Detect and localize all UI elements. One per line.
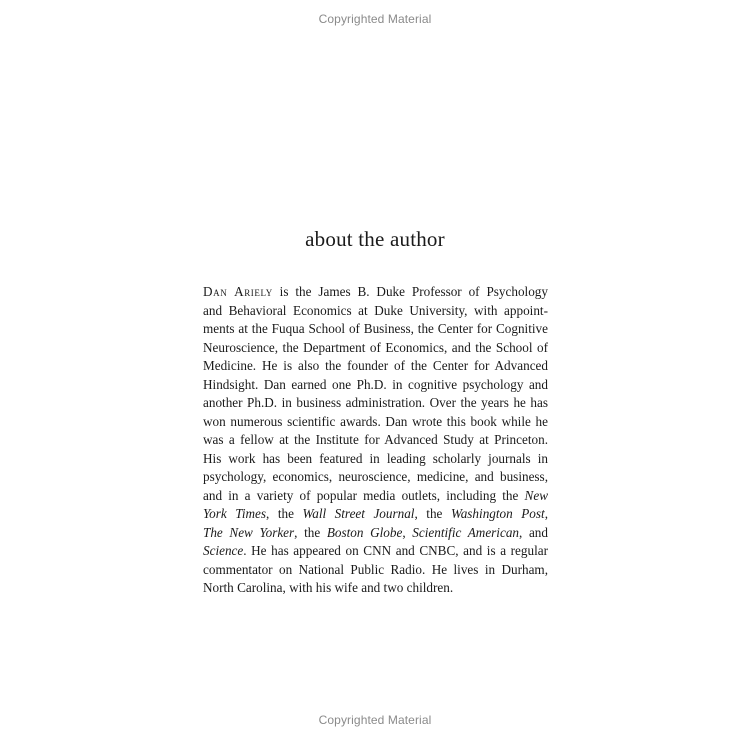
publication-title: The New Yorker [203,524,295,540]
bio-line: North Carolina, with his wife and two children. [203,580,454,595]
bio-line [203,283,548,302]
bio-line: was a fellow at the Institute for Advanced Study at Princeton. [203,432,548,447]
bio-line: His work has been featured in leading scholarly journals in [203,450,548,466]
copyright-watermark-top: Copyrighted Material [318,12,432,26]
publication-title: Science [203,543,244,558]
section-heading: about the author [305,227,445,251]
publication-title: New [524,487,548,503]
publication-title: Washington Post [450,506,545,521]
bio-text: , [402,524,413,540]
bio-line [203,487,548,506]
bio-line [203,524,548,543]
bio-line [203,505,548,524]
author-name: Dan Ariely [203,284,273,299]
author-bio-paragraph [203,283,548,598]
bio-text: and in a variety of popular media outlets, including the [203,487,525,503]
bio-line: Hindsight. Dan earned one Ph.D. in cognitive psychology and [203,376,548,392]
publication-title: Scientific American [412,524,520,540]
bio-line: commentator on National Public Radio. He lives in Durham, [203,561,548,577]
bio-line: psychology, economics, neuroscience, medicine, and business, [203,469,548,484]
bio-line: another Ph.D. in business administration. Over the years he has [203,395,548,410]
bio-text: is the James B. Duke Professor of Psychology [272,284,548,299]
bio-text: , the [294,524,327,540]
bio-line: ments at the Fuqua School of Business, the Center for Cognitive [203,321,548,336]
bio-line [203,542,548,561]
bio-line: won numerous scientific awards. Dan wrote this book while he [203,413,548,429]
bio-text: , the [266,506,303,521]
publication-title: Boston Globe [326,524,403,540]
publication-title: York Times [203,506,266,521]
bio-text: , the [414,506,451,521]
bio-line: Medicine. He is also the founder of the Center for Advanced [203,358,548,373]
bio-text: , and [519,524,548,540]
bio-text: , [544,506,548,521]
bio-line: and Behavioral Economics at Duke University, with appoint- [203,302,548,318]
bio-text: . He has appeared on CNN and CNBC, and is a regular [243,543,548,558]
publication-title: Wall Street Journal [302,506,415,521]
copyright-watermark-bottom: Copyrighted Material [318,713,432,727]
bio-line: Neuroscience, the Department of Economics, and the School of [203,339,548,355]
